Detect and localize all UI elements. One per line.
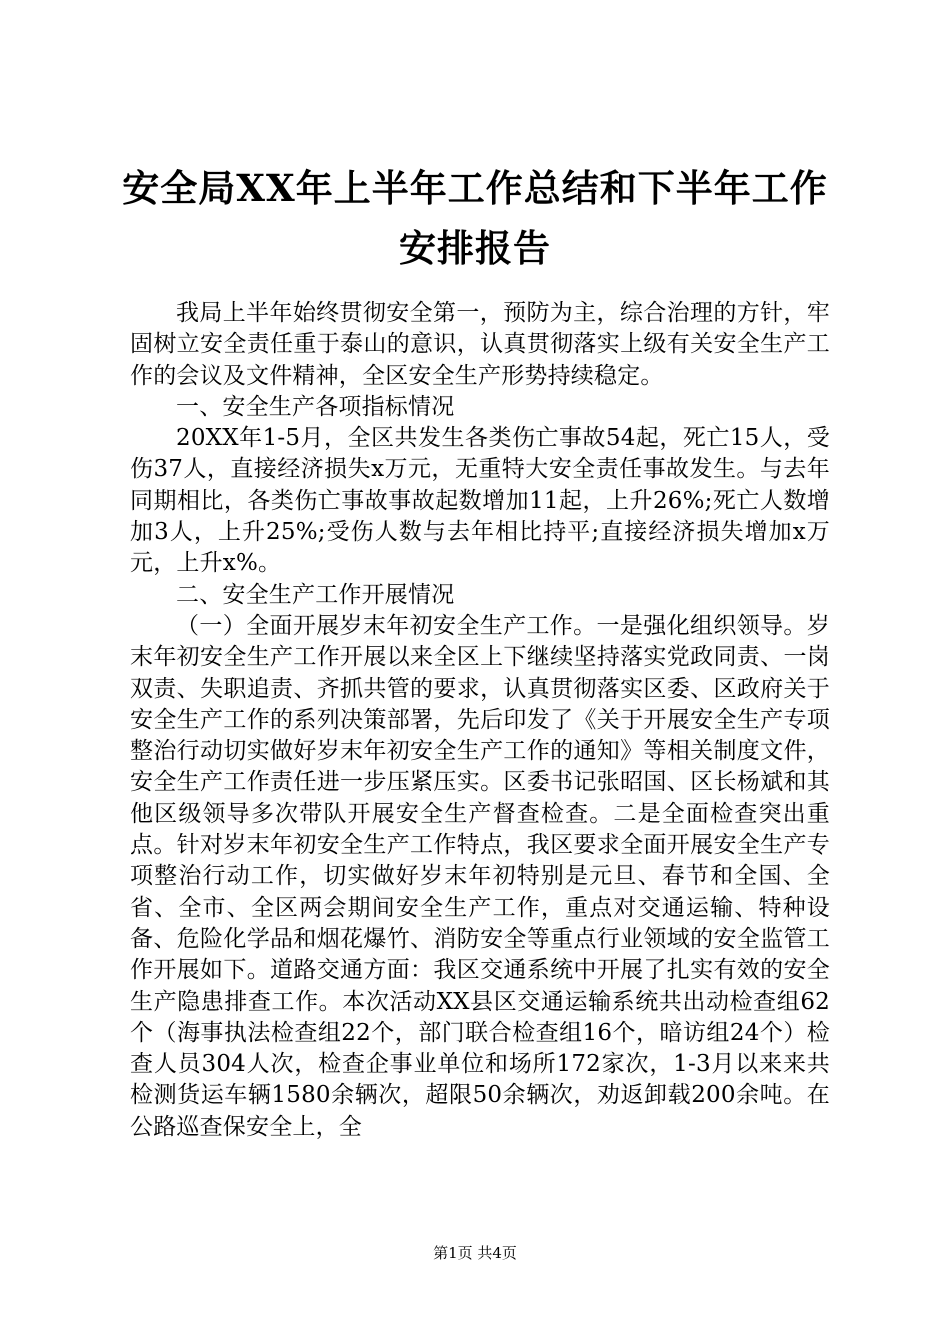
work-detail-paragraph: （一）全面开展岁末年初安全生产工作。一是强化组织领导。岁末年初安全生产工作开展以来全区上下继续坚持落实党政同责、一岗双责、失职追责、齐抓共管的要求，认真贯彻落实区委、区政府关于安全生产工作的系列决策部署，先后印发了《关于开展安全生产专项整治行动切实做好岁末年初安全生产工作的通知》等相关制度文件，安全生产工作责任进一步压紧压实。区委书记张昭国、区长杨斌和其他区级领导多次带队开展安全生产督查检查。二是全面检查突出重点。针对岁末年初安全生产工作特点，我区要求全面开展安全生产专项整治行动工作，切实做好岁末年初特别是元旦、春节和全国、全省、全市、全区两会期间安全生产工作，重点对交通运输、特种设备、危险化学品和烟花爆竹、消防安全等重点行业领域的安全监管工作开展如下。道路交通方面：我区交通系统中开展了扎实有效的安全生产隐患排查工作。本次活动XX县区交通运输系统共出动检查组62个（海事执法检查组22个，部门联合检查组16个，暗访组24个）检查人员304人次，检查企事业单位和场所172家次，1-3月以来来共检测货运车辆1580余辆次，超限50余辆次，劝返卸载200余吨。在公路巡查保安全上，全 [130,612,830,1140]
section-heading-2: 二、安全生产工作开展情况 [176,581,455,608]
section-heading-1: 一、安全生产各项指标情况 [176,393,455,420]
document-title: 安全局XX年上半年工作总结和下半年工作安排报告 [122,166,828,270]
statistics-paragraph: 20XX年1-5月，全区共发生各类伤亡事故54起，死亡15人，受伤37人，直接经济损失x万元，无重特大安全责任事故发生。与去年同期相比，各类伤亡事故事故起数增加11起，上升26%;死亡人数增加3人，上升25%;受伤人数与去年相比持平;直接经济损失增加x万元，上升x%。 [130,425,830,577]
document-body [130,298,830,1143]
page-footer: 第1页 共4页 [433,1244,517,1262]
intro-paragraph: 我局上半年始终贯彻安全第一，预防为主，综合治理的方针，牢固树立安全责任重于泰山的意识，认真贯彻落实上级有关安全生产工作的会议及文件精神，全区安全生产形势持续稳定。 [130,300,830,389]
